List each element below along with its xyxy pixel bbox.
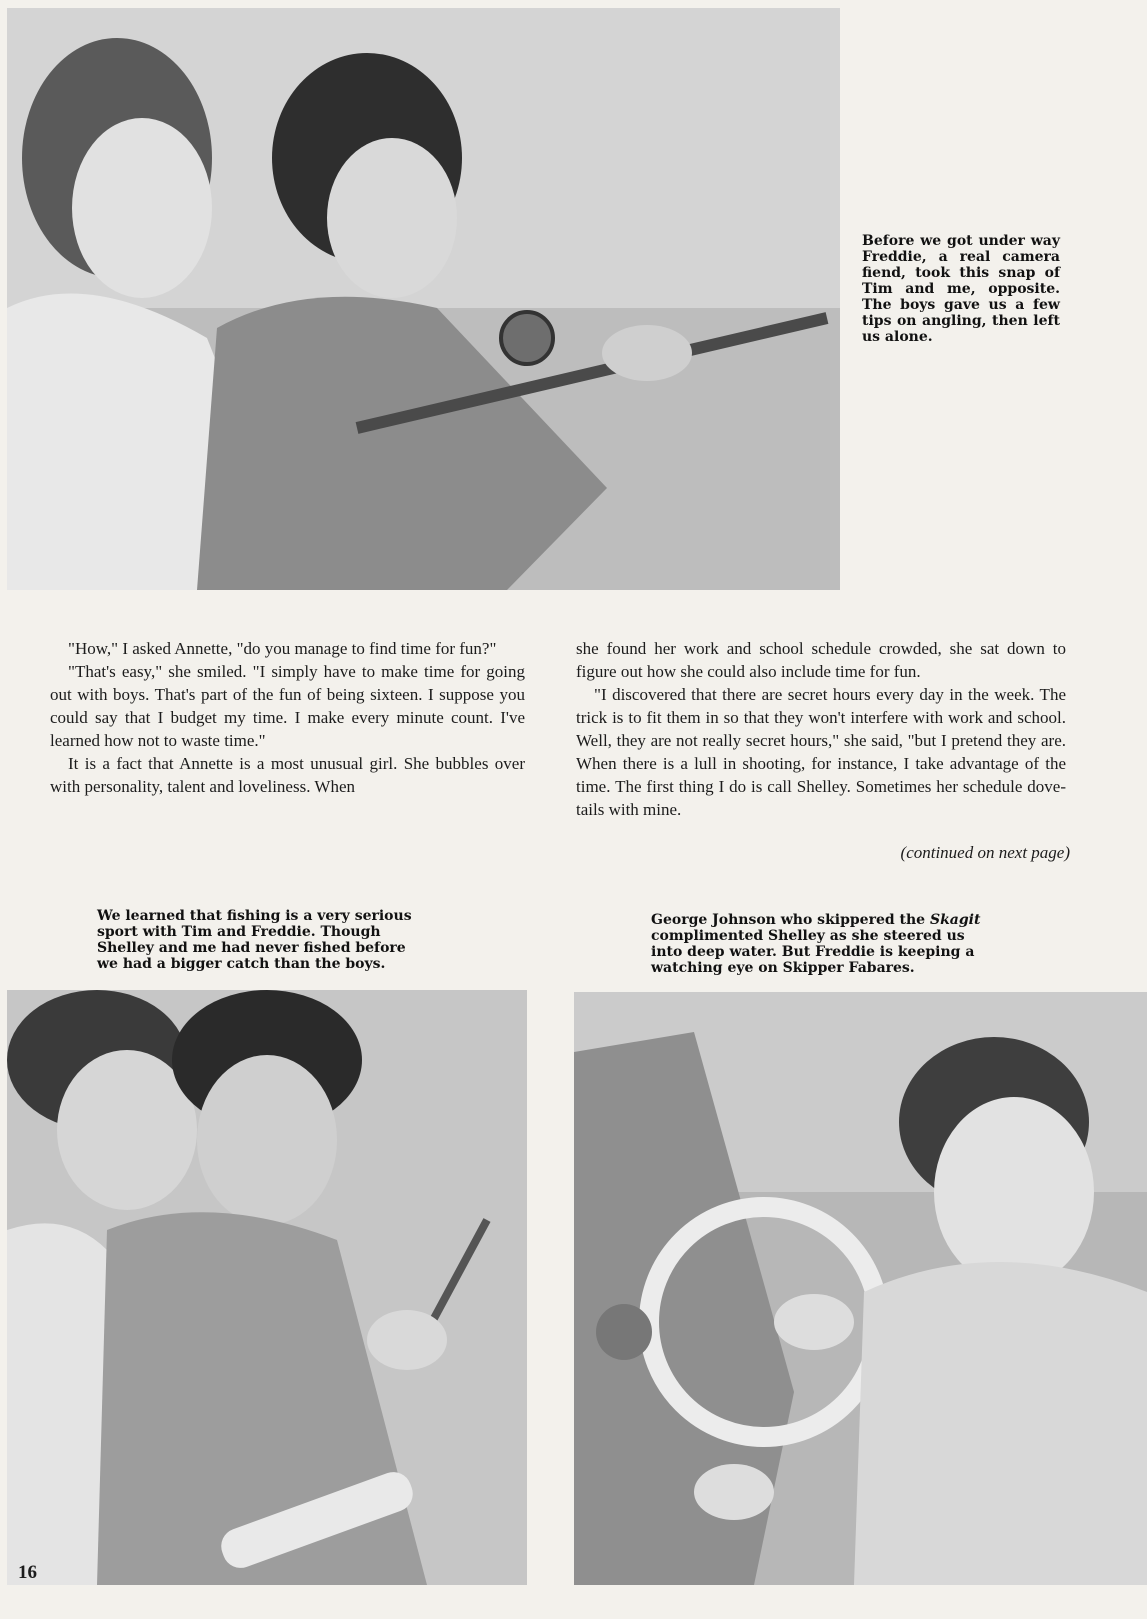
photo-boys-fishing-image (7, 990, 527, 1585)
photo-girls-fishing-image (7, 8, 840, 590)
photo-shelley-steering-image (574, 992, 1147, 1585)
page-number: 16 (18, 1562, 37, 1583)
article-column-left (50, 637, 525, 798)
article-paragraph: "I discovered that there are secret hours every day in the week. The trick is to fit them in so that they won't interfere with work and school. Well, they are not really secret hours," she said, "but I pretend they are. When there is a lull in shooting, for instance, I take advantage of the time. The first thing I do is call Shelley. Sometimes her schedule dove-tails with mine. (576, 685, 1066, 819)
continued-note: (continued on next page) (900, 843, 1070, 862)
caption-bottom-left-photo: We learned that fishing is a very serious sport with Tim and Freddie. Though Shelley and me had never fished before we had a bigger catch than the boys. (97, 908, 412, 972)
article-paragraph: "That's easy," she smiled. "I simply have to make time for going out with boys. That's part of the fun of being sixteen. I suppose you could say that I budget my time. I make every minute count. I've learned how not to waste time." (50, 662, 525, 750)
caption-text: complimented Shelley as she steered us into deep water. But Freddie is keeping a watching eye on Skipper Fabares. (651, 928, 975, 976)
caption-top-photo: Before we got under way Freddie, a real camera fiend, took this snap of Tim and me, opposite. The boys gave us a few tips on angling, then left us alone. (862, 233, 1060, 345)
photo-boys-fishing (7, 990, 527, 1585)
boat-name: Skagit (929, 912, 981, 928)
caption-bottom-right-photo (651, 912, 991, 976)
article-paragraph: It is a fact that Annette is a most unusual girl. She bubbles over with personality, talent and loveliness. When (50, 754, 525, 796)
article-paragraph: "How," I asked Annette, "do you manage to find time for fun?" (68, 639, 497, 658)
article-column-right (576, 637, 1066, 821)
photo-shelley-steering (574, 992, 1147, 1585)
photo-girls-fishing (7, 8, 840, 590)
bleed-through-headline (840, 560, 1140, 620)
article-paragraph: she found her work and school schedule crowded, she sat down to figure out how she could also include time for fun. (576, 639, 1066, 681)
caption-text: George Johnson who skippered the (651, 912, 930, 928)
